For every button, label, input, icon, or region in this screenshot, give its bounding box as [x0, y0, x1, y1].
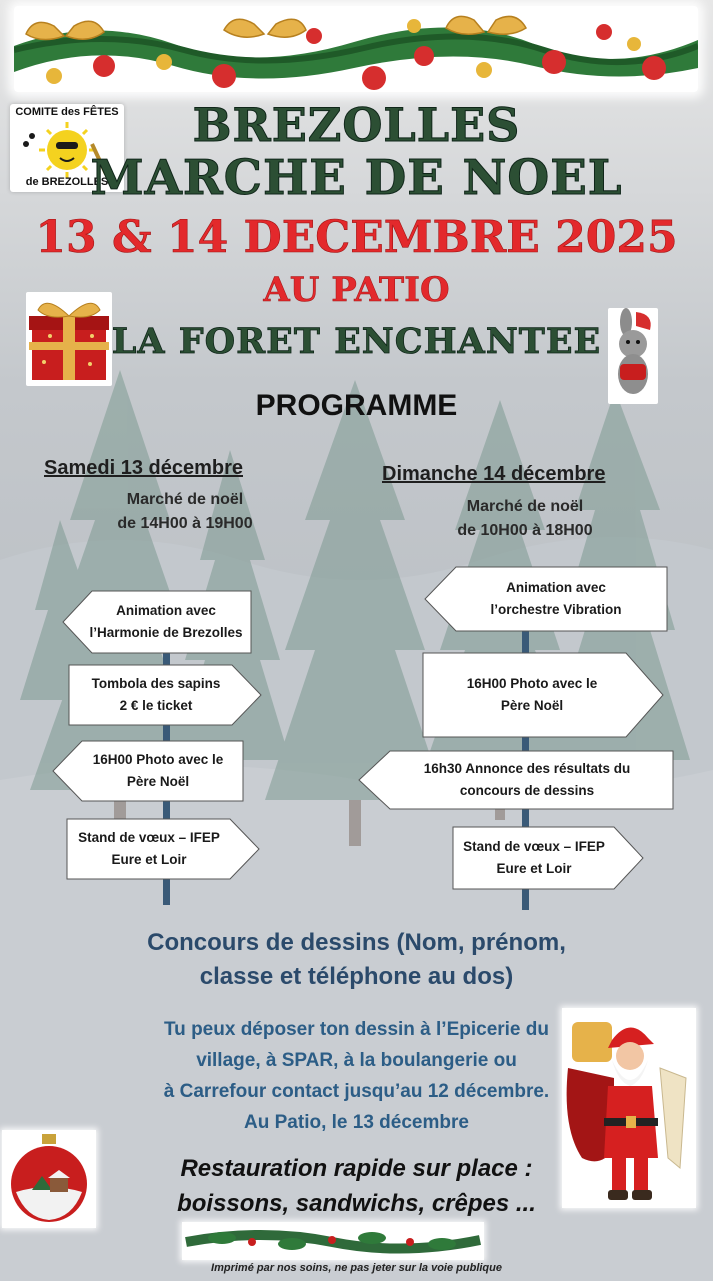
sign-line: Eure et Loir: [111, 852, 187, 867]
sign-line: 16H00 Photo avec le: [466, 676, 598, 691]
sign-line: Animation avec: [116, 603, 216, 618]
signpost-sign: [422, 652, 664, 738]
sunday-market: [420, 495, 630, 543]
sign-line: Père Noël: [126, 774, 190, 789]
event-dates: 13 & 14 DECEMBRE 2025: [35, 212, 678, 263]
sign-line: Stand de vœux – IFEP: [78, 830, 220, 845]
sign-line: concours de dessins: [459, 783, 595, 798]
sign-line: Tombola des sapins: [91, 676, 221, 691]
sign-line: 2 € le ticket: [119, 698, 193, 713]
sign-line: l’Harmonie de Brezolles: [89, 625, 243, 640]
deposit-line2: village, à SPAR, à la boulangerie ou: [196, 1050, 517, 1071]
logo-bottom-text: de BREZOLLES: [25, 176, 109, 188]
garland-icon: [14, 6, 698, 92]
signpost-sign: [62, 590, 252, 654]
signpost-sign: [358, 750, 674, 810]
saturday-market: [80, 488, 290, 536]
food-info: [0, 1151, 713, 1221]
saturday-title: Samedi 13 décembre: [44, 457, 243, 479]
sunday-title: Dimanche 14 décembre: [382, 463, 606, 485]
saturday-market-line1: Marché de noël: [126, 491, 244, 508]
contest-line2: classe et téléphone au dos): [199, 963, 514, 990]
programme-heading: PROGRAMME: [255, 389, 458, 422]
food-line2: boissons, sandwichs, crêpes ...: [177, 1190, 536, 1217]
logo-top-text: COMITE des FÊTES: [15, 106, 119, 118]
contest-heading: [0, 926, 713, 994]
signpost-sign: [424, 566, 668, 632]
garland-top: [14, 6, 698, 92]
contest-line1: Concours de dessins (Nom, prénom,: [147, 929, 566, 956]
footer-note: Imprimé par nos soins, ne pas jeter sur la voie publique: [211, 1262, 502, 1274]
sign-line: 16h30 Annonce des résultats du: [423, 761, 631, 776]
signpost-sign: [452, 826, 644, 890]
holly-garland-icon: [182, 1222, 484, 1260]
food-line1: Restauration rapide sur place :: [180, 1155, 533, 1182]
venue: AU PATIO: [263, 270, 450, 310]
sign-line: Père Noël: [500, 698, 564, 713]
deposit-line3: à Carrefour contact jusqu’au 12 décembre.: [163, 1081, 550, 1102]
signpost-sign: [66, 818, 260, 880]
deposit-line4: Au Patio, le 13 décembre: [244, 1112, 469, 1133]
garland-bottom: [182, 1222, 484, 1260]
signpost-sign: [52, 740, 244, 802]
theme-title: LA FORET ENCHANTEE: [111, 321, 602, 362]
sign-line: Animation avec: [506, 580, 606, 595]
sign-line: Eure et Loir: [496, 861, 572, 876]
sign-line: Stand de vœux – IFEP: [463, 839, 605, 854]
sunday-market-line2: de 10H00 à 18H00: [457, 522, 593, 539]
sunday-market-line1: Marché de noël: [466, 498, 584, 515]
sign-line: 16H00 Photo avec le: [92, 752, 224, 767]
sign-line: l’orchestre Vibration: [490, 602, 622, 617]
signpost-sign: [68, 664, 262, 726]
deposit-line1: Tu peux déposer ton dessin à l’Epicerie du: [163, 1019, 549, 1040]
event-title: MARCHE DE NOEL: [90, 150, 623, 206]
town-title: BREZOLLES: [192, 98, 521, 152]
saturday-market-line2: de 14H00 à 19H00: [117, 515, 253, 532]
